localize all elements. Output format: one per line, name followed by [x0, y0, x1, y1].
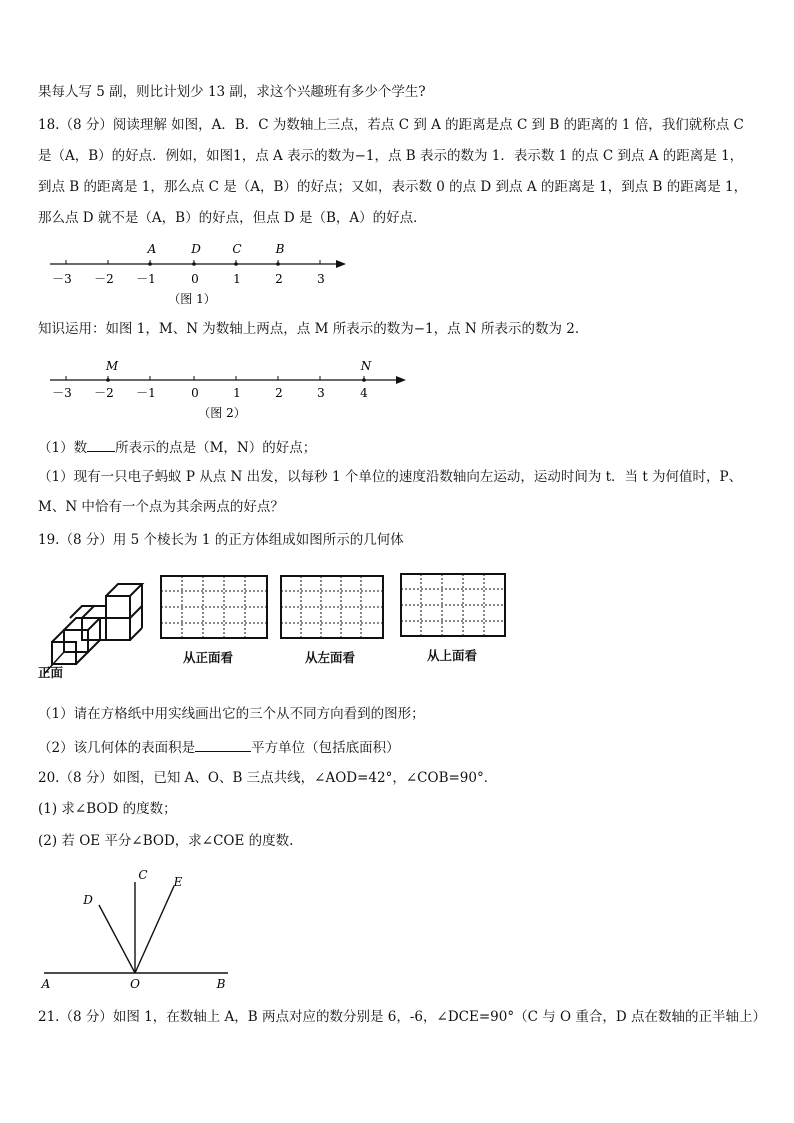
answer-blank: [87, 437, 115, 452]
number-line-figure-2: [40, 355, 420, 427]
problem-19-title: 19.（8 分）用 5 个棱长为 1 的正方体组成如图所示的几何体: [38, 532, 404, 548]
fig2-tick-label: 4: [360, 386, 368, 400]
angle-figure: [36, 862, 236, 994]
fig1-point-C: [234, 262, 238, 266]
grid-caption-front: 从正面看: [183, 650, 234, 665]
problem-17-tail: 果每人写 5 副，则比计划少 13 副，求这个兴趣班有多少个学生?: [38, 84, 426, 100]
fig1-point-D: [192, 262, 196, 266]
fig1-tick-label: －2: [94, 272, 114, 286]
problem-20-title: 20.（8 分）如图，已知 A、O、B 三点共线，∠AOD=42°，∠COB=90°．: [38, 770, 498, 786]
label-A: A: [41, 977, 51, 991]
problem-18-line-1: 18.（8 分）阅读理解 如图，A．B．C 为数轴上三点，若点 C 到 A 的距离是点 C 到 B 的距离的 1 倍，我们就称点 C: [38, 117, 744, 133]
fig2-label-M: M: [105, 359, 119, 373]
q2-prefix: （2）该几何体的表面积是: [38, 740, 196, 756]
problem-20-q2: (2) 若 OE 平分∠BOD，求∠COE 的度数.: [38, 833, 294, 849]
label-B: B: [216, 977, 226, 991]
fig2-tick-label: －3: [52, 386, 72, 400]
q1-suffix: 所表示的点是（M，N）的好点；: [115, 440, 317, 456]
fig1-tick-label: 3: [317, 272, 325, 286]
fig2-tick-label: －2: [94, 386, 114, 400]
problem-18-line-3: 到点 B 的距离是 1，那么点 C 是（A，B）的好点；又如，表示数 0 的点 D 到点 A 的距离是 1，到点 B 的距离是 1，: [38, 179, 748, 195]
fig1-label-B: B: [275, 242, 285, 256]
fig1-label-C: C: [232, 242, 242, 256]
fig2-tick-label: －1: [136, 386, 156, 400]
fig2-tick-label: 3: [317, 386, 325, 400]
fig1-tick-label: 1: [233, 272, 241, 286]
q2-suffix: 平方单位（包括底面积）: [251, 740, 400, 756]
grid-left-view: [280, 575, 385, 641]
grid-front-view: [160, 575, 270, 641]
grid-top-view: [400, 573, 508, 639]
problem-20-q1: (1) 求∠BOD 的度数；: [38, 801, 177, 817]
problem-19-q2: [38, 737, 400, 757]
problem-18-line-4: 那么点 D 就不是（A，B）的好点，但点 D 是（B，A）的好点．: [38, 210, 427, 226]
grid-caption-left: 从左面看: [305, 650, 356, 665]
problem-21-title: 21.（8 分）如图 1，在数轴上 A，B 两点对应的数分别是 6，-6，∠DCE=90°（C 与 O 重合，D 点在数轴的正半轴上）: [38, 1009, 766, 1025]
label-O: O: [130, 977, 140, 991]
fig1-point-A: [148, 262, 152, 266]
front-label: 正面: [38, 665, 64, 680]
label-E: E: [173, 875, 183, 889]
problem-18-line-2: 是（A，B）的好点．例如，如图1，点 A 表示的数为−1，点 B 表示的数为 1．表示数 1 的点 C 到点 A 的距离是 1，: [38, 148, 744, 164]
label-C: C: [138, 868, 148, 882]
problem-18-q2-line-2: M、N 中恰有一个点为其余两点的好点？: [38, 499, 284, 515]
fig1-tick-label: 0: [191, 272, 199, 286]
fig1-label-A: A: [147, 242, 157, 256]
fig2-label-N: N: [360, 359, 372, 373]
fig2-point-M: [106, 378, 110, 382]
fig1-label-D: D: [191, 242, 201, 256]
problem-18-q1: [38, 437, 316, 457]
fig1-tick-label: －3: [52, 272, 72, 286]
fig2-tick-label: 0: [191, 386, 199, 400]
fig1-point-B: [276, 262, 280, 266]
ray-OD: [99, 905, 135, 973]
fig1-tick-label: －1: [136, 272, 156, 286]
ray-OE: [135, 886, 174, 973]
fig1-caption: （图 1）: [168, 292, 216, 306]
label-D: D: [83, 893, 93, 907]
fig2-tick-label: 1: [233, 386, 241, 400]
knowledge-application: 知识运用：如图 1，M、N 为数轴上两点，点 M 所表示的数为−1，点 N 所表示的数为 2．: [38, 321, 589, 337]
q1-prefix: （1）数: [38, 440, 88, 456]
grid-caption-top: 从上面看: [427, 648, 478, 663]
fig1-tick-label: 2: [275, 272, 283, 286]
answer-blank: [195, 737, 251, 752]
problem-19-q1: （1）请在方格纸中用实线画出它的三个从不同方向看到的图形；: [38, 706, 425, 722]
problem-18-q2-line-1: （1）现有一只电子蚂蚁 P 从点 N 出发，以每秒 1 个单位的速度沿数轴向左运动，运动时间为 t．当 t 为何值时，P、: [38, 469, 743, 485]
fig2-point-N: [362, 378, 366, 382]
number-line-figure-1: [40, 238, 360, 310]
fig2-tick-label: 2: [275, 386, 283, 400]
fig2-caption: （图 2）: [198, 406, 246, 420]
